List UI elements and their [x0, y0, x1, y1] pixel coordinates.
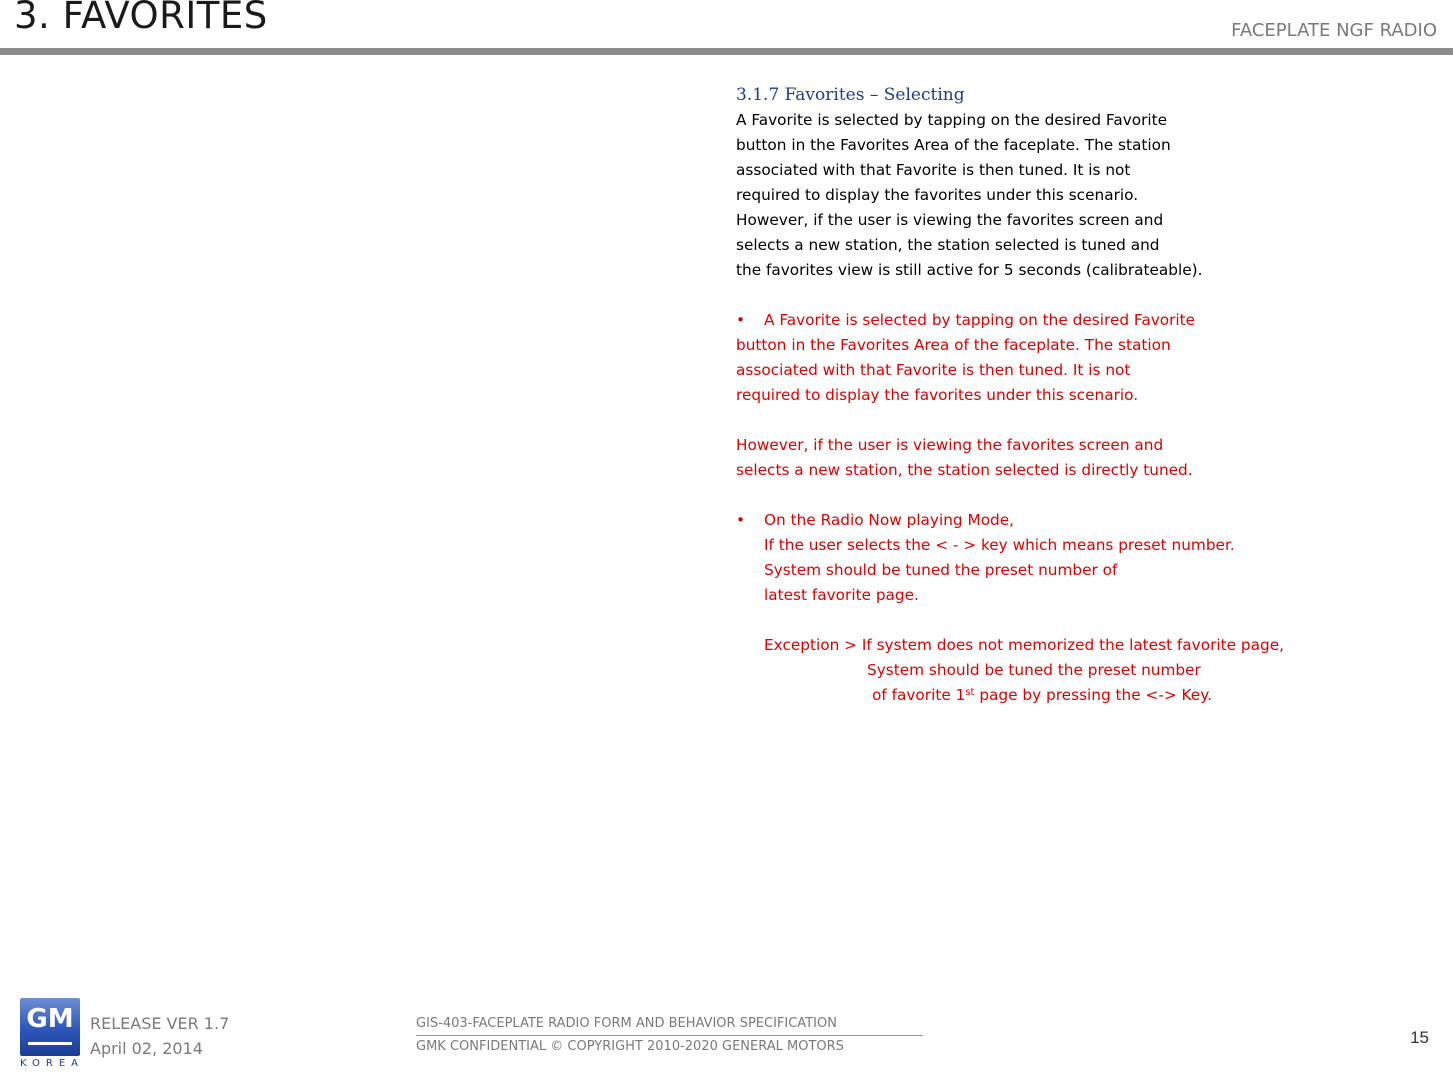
exception-text: page by pressing the <-> Key. — [974, 686, 1212, 704]
body-line: the favorites view is still active for 5 seconds (calibrateable). — [736, 261, 1203, 279]
logo-text: GM — [26, 1004, 74, 1034]
bullet-line: required to display the favorites under this scenario. — [736, 386, 1139, 404]
ordinal-suffix: st — [965, 687, 975, 698]
bullet-line: latest favorite page. — [764, 586, 919, 604]
bullet-item-selection — [736, 308, 1416, 483]
exception-text: of favorite 1 — [872, 686, 966, 704]
section-heading: 3.1.7 Favorites – Selecting — [736, 85, 965, 105]
document-name: FACEPLATE NGF RADIO — [1231, 20, 1437, 41]
header-divider — [0, 48, 1453, 55]
bullet-line: selects a new station, the station selected is directly tuned. — [736, 461, 1193, 479]
body-line: button in the Favorites Area of the faceplate. The station — [736, 136, 1171, 154]
bullet-line: However, if the user is viewing the favorites screen and — [736, 436, 1164, 454]
copyright-notice: GMK CONFIDENTIAL © COPYRIGHT 2010-2020 GENERAL MOTORS — [416, 1039, 844, 1054]
logo-subtext: KOREA — [20, 1058, 84, 1069]
bullet-marker: • — [736, 311, 746, 329]
spec-title: GIS-403-FACEPLATE RADIO FORM AND BEHAVIOR SPECIFICATION — [416, 1013, 923, 1036]
section-content — [736, 82, 1416, 708]
release-info — [90, 1011, 229, 1061]
exception-line: Exception > If system does not memorized the latest favorite page, — [764, 636, 1284, 654]
page-number: 15 — [1410, 1028, 1429, 1047]
body-line: associated with that Favorite is then tuned. It is not — [736, 161, 1131, 179]
body-line: A Favorite is selected by tapping on the desired Favorite — [736, 111, 1168, 129]
exception-line: System should be tuned the preset number — [867, 661, 1201, 679]
bullet-line: button in the Favorites Area of the faceplate. The station — [736, 336, 1171, 354]
bullet-line: associated with that Favorite is then tuned. It is not — [736, 361, 1131, 379]
exception-line — [736, 683, 1416, 708]
page-title: 3. FAVORITES — [14, 0, 268, 37]
logo-emblem — [20, 998, 80, 1056]
gm-korea-logo — [20, 998, 84, 1073]
bullet-line: If the user selects the < - > key which means preset number. — [764, 536, 1235, 554]
bullet-item-now-playing — [736, 508, 1416, 708]
spec-info — [416, 1013, 923, 1058]
bullet-marker: • — [736, 511, 746, 529]
bullet-text: A Favorite is selected by tapping on the desired Favorite — [764, 311, 1196, 329]
release-version: RELEASE VER 1.7 — [90, 1014, 230, 1033]
bullet-line — [736, 308, 1416, 333]
body-paragraph — [736, 108, 1416, 283]
body-line: required to display the favorites under this scenario. — [736, 186, 1139, 204]
bullet-text: On the Radio Now playing Mode, — [764, 511, 1015, 529]
bullet-line — [736, 508, 1416, 533]
body-line: However, if the user is viewing the favorites screen and — [736, 211, 1164, 229]
bullet-line: System should be tuned the preset number of — [764, 561, 1118, 579]
release-date: April 02, 2014 — [90, 1039, 203, 1058]
body-line: selects a new station, the station selected is tuned and — [736, 236, 1160, 254]
